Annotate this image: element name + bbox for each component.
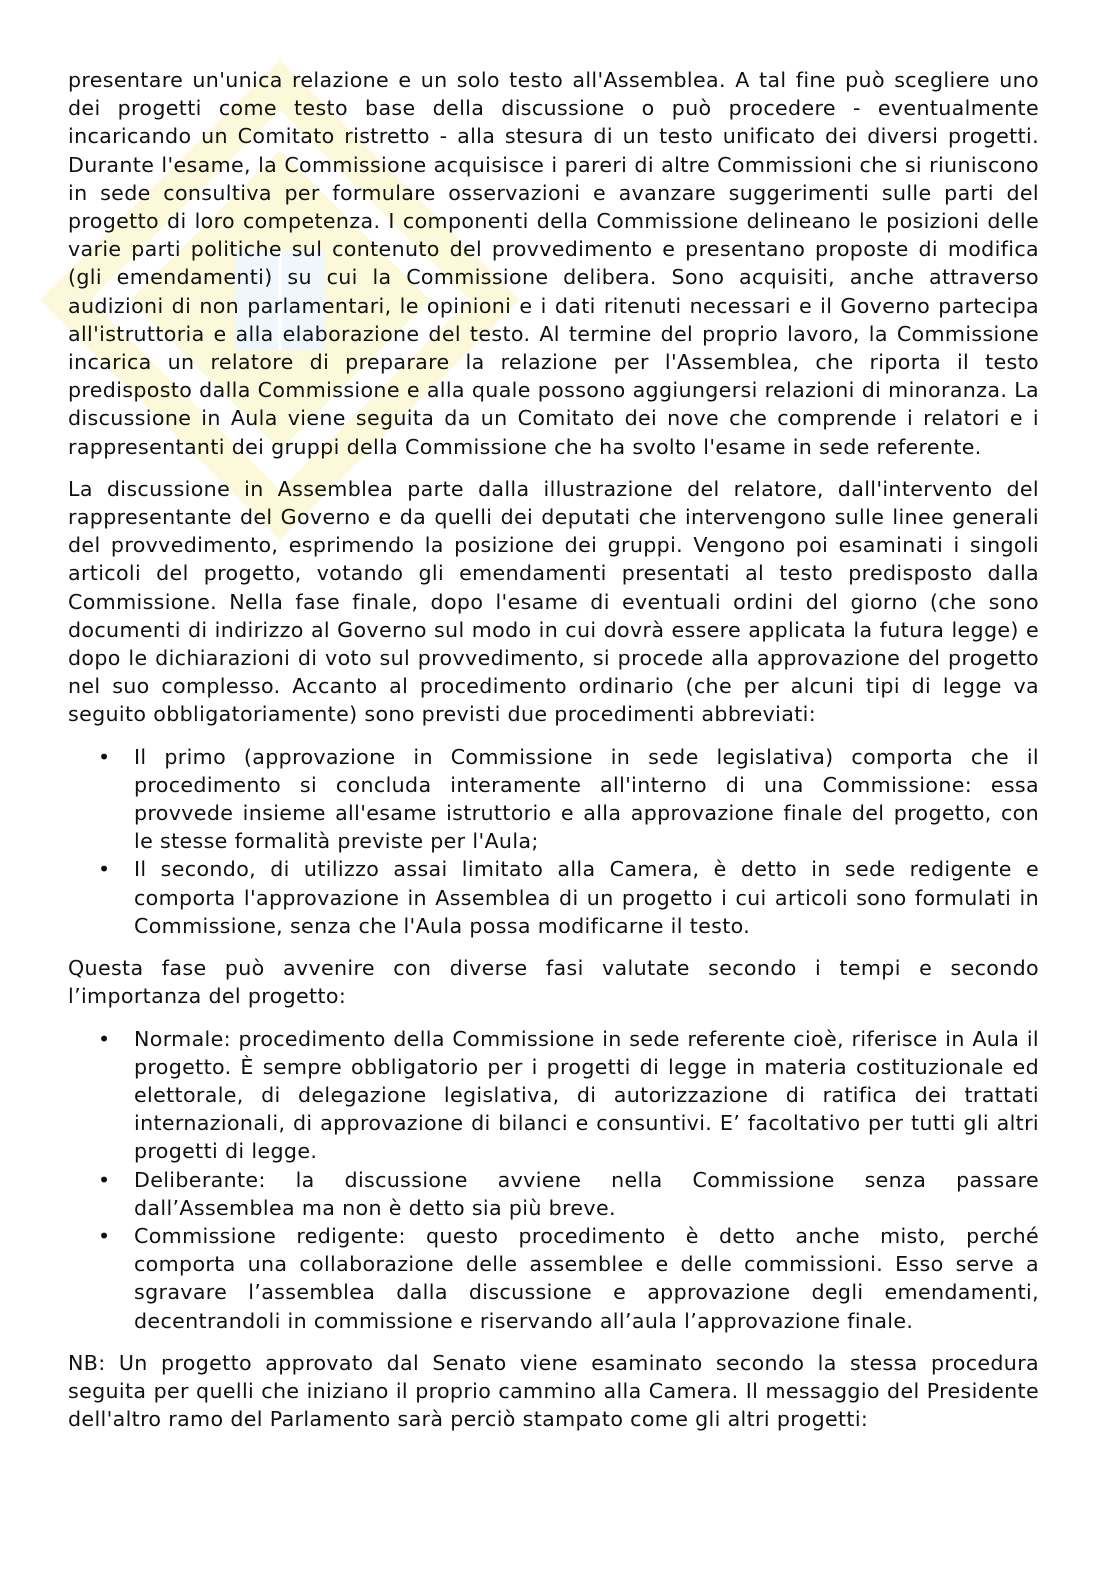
list-phases	[68, 1025, 1039, 1335]
list-item: • Normale: procedimento della Commissione in sede referente cioè, riferisce in Aula il progetto. È sempre obbligatorio per i progetti di legge in materia costituzionale ed elettorale, di delegazione legislativa, di autorizzazione di ratifica dei trattati internazionali, di approvazione di bilanci e consuntivi. E’ facoltativo per tutti gli altri progetti di legge.	[134, 1025, 1039, 1166]
list-item: • Il primo (approvazione in Commissione in sede legislativa) comporta che il procedimento si concluda interamente all'interno di una Commissione: essa provvede insieme all'esame istruttorio e alla approvazione finale del progetto, con le stesse formalità previste per l'Aula;	[134, 743, 1039, 856]
list-item: • Commissione redigente: questo procedimento è detto anche misto, perché comporta una collaborazione delle assemblee e delle commissioni. Esso serve a sgravare l’assemblea dalla discussione e approvazione degli emendamenti, decentrandoli in commissione e riservando all’aula l’approvazione finale.	[134, 1222, 1039, 1335]
paragraph-assembly: La discussione in Assemblea parte dalla illustrazione del relatore, dall'intervento del rappresentante del Governo e da quelli dei deputati che intervengono sulle linee generali del provvedimento, esprimendo la posizione dei gruppi. Vengono poi esaminati i singoli articoli del progetto, votando gli emendamenti presentati al testo predisposto dalla Commissione. Nella fase finale, dopo l'esame di eventuali ordini del giorno (che sono documenti di indirizzo al Governo sul modo in cui dovrà essere applicata la futura legge) e dopo le dichiarazioni di voto sul provvedimento, si procede alla approvazione del progetto nel suo complesso. Accanto al procedimento ordinario (che per alcuni tipi di legge va seguito obbligatoriamente) sono previsti due procedimenti abbreviati:	[68, 476, 1039, 727]
paragraph-phases: Questa fase può avvenire con diverse fasi valutate secondo i tempi e secondo l’importanza del progetto:	[68, 956, 1039, 1009]
list-abbreviated-procedures	[68, 743, 1039, 940]
paragraph-nb: NB: Un progetto approvato dal Senato viene esaminato secondo la stessa procedura seguita per quelli che iniziano il proprio cammino alla Camera. Il messaggio del Presidente dell'altro ramo del Parlamento sarà perciò stampato come gli altri progetti:	[68, 1350, 1039, 1432]
list-item: • Deliberante: la discussione avviene nella Commissione senza passare dall’Assemblea ma non è detto sia più breve.	[134, 1166, 1039, 1222]
list-item: • Il secondo, di utilizzo assai limitato alla Camera, è detto in sede redigente e comporta l'approvazione in Assemblea di un progetto i cui articoli sono formulati in Commissione, senza che l'Aula possa modificarne il testo.	[134, 855, 1039, 940]
document-page	[68, 66, 1039, 1447]
paragraph-commission: presentare un'unica relazione e un solo testo all'Assemblea. A tal fine può scegliere uno dei progetti come testo base della discussione o può procedere - eventualmente incaricando un Comitato ristretto - alla stesura di un testo unificato dei diversi progetti. Durante l'esame, la Commissione acquisisce i pareri di altre Commissioni che si riuniscono in sede consultiva per formulare osservazioni e avanzare suggerimenti sulle parti del progetto di loro competenza. I componenti della Commissione delineano le posizioni delle varie parti politiche sul contenuto del provvedimento e presentano proposte di modifica (gli emendamenti) su cui la Commissione delibera. Sono acquisiti, anche attraverso audizioni di non parlamentari, le opinioni e i dati ritenuti necessari e il Governo partecipa all'istruttoria e alla elaborazione del testo. Al termine del proprio lavoro, la Commissione incarica un relatore di preparare la relazione per l'Assemblea, che riporta il testo predisposto dalla Commissione e alla quale possono aggiungersi relazioni di minoranza. La discussione in Aula viene seguita da un Comitato dei nove che comprende i relatori e i rappresentanti dei gruppi della Commissione che ha svolto l'esame in sede referente.	[68, 68, 1039, 459]
